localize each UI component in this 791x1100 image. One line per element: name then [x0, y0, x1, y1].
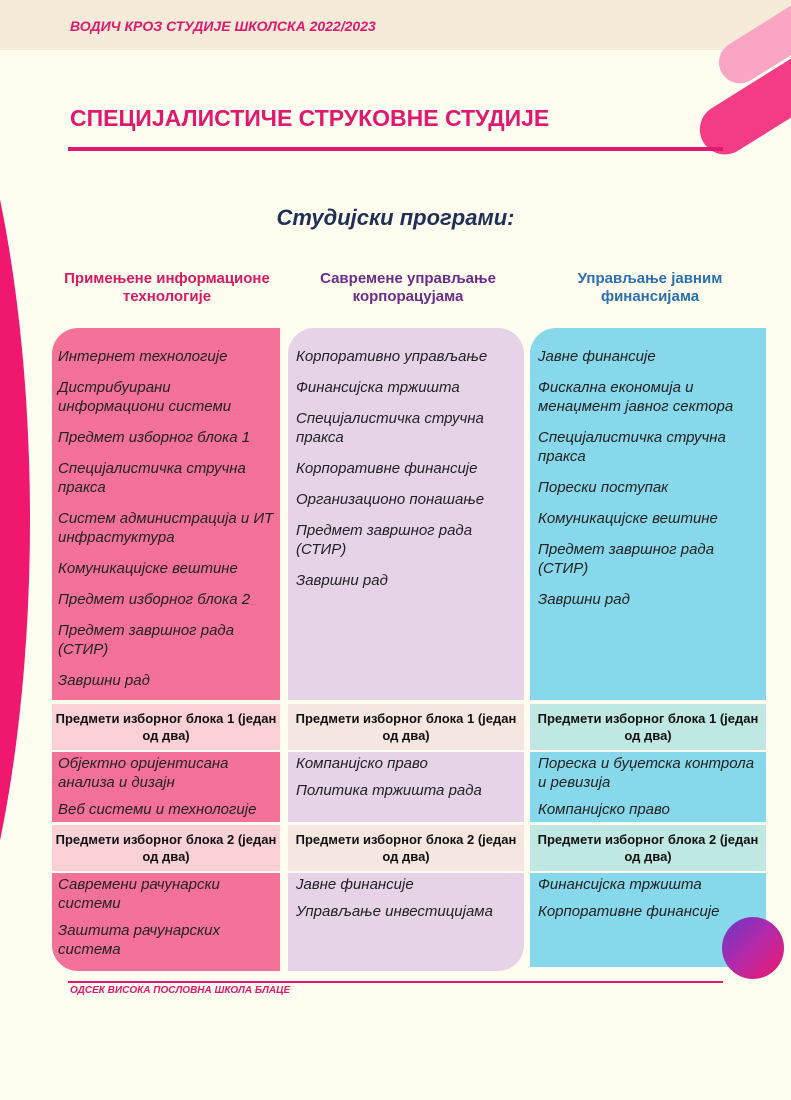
elective-course: Компанијско право: [296, 755, 428, 772]
program-title-ait: Примењене информационе технологије: [64, 270, 270, 305]
elective-course: Веб системи и технологије: [58, 801, 257, 818]
course-item: Комуникацијске вештине: [58, 560, 238, 577]
elective-block-2-list: [288, 873, 524, 971]
course-item: Завршни рад: [58, 672, 150, 689]
elective-course: Управљање инвестицијама: [296, 903, 493, 920]
elective-course: Политика тржишта рада: [296, 782, 482, 799]
elective-course: Корпоративне финансије: [538, 903, 720, 920]
course-item: Специјалистичка стручна пракса: [296, 410, 484, 446]
header-title: ВОДИЧ КРОЗ СТУДИЈЕ ШКОЛСКА 2022/2023: [70, 18, 376, 34]
course-item: Специјалистичка стручна пракса: [58, 460, 246, 496]
course-item: Комуникацијске вештине: [538, 510, 718, 527]
elective-block-1-heading: Предмети изборног блока 1 (један од два): [530, 704, 766, 750]
course-item: Порески поступак: [538, 479, 669, 496]
page-title: СПЕЦИЈАЛИСТИЧЕ СТРУКОВНЕ СТУДИЈЕ: [70, 105, 550, 131]
course-item: Интернет технологије: [58, 348, 228, 365]
elective-block-2-list: [52, 873, 280, 971]
program-card-public-finance: [530, 328, 766, 700]
section-subtitle: Студијски програми:: [276, 205, 515, 230]
course-item: Корпоративне финансије: [296, 460, 478, 477]
elective-course: Пореска и буџетска контрола и ревизија: [538, 755, 755, 791]
elective-course: Савремени рачунарски системи: [58, 876, 220, 912]
program-title-corporate: Савремене управљање корпорацујама: [320, 270, 496, 305]
course-item: Предмет завршног рада (СТИР): [58, 622, 235, 658]
elective-block-2-heading: Предмети изборног блока 2 (један од два): [530, 825, 766, 871]
course-item: Систем администрација и ИТ инфрастуктура: [58, 510, 274, 546]
program-card-ait: [52, 328, 280, 700]
course-item: Предмет завршног рада (СТИР): [296, 522, 473, 558]
footer-text: ОДСЕК ВИСОКА ПОСЛОВНА ШКОЛА БЛАЦЕ: [70, 985, 291, 996]
left-decorative-curve: [0, 0, 30, 1100]
elective-course: Јавне финансије: [296, 876, 414, 893]
course-list: [52, 328, 280, 690]
course-item: Предмет завршног рада (СТИР): [538, 541, 715, 577]
course-item: Фискална економија и менаџмент јавног сектора: [538, 379, 734, 415]
course-item: Предмет изборног блока 2: [58, 591, 251, 608]
elective-block-2-heading: Предмети изборног блока 2 (један од два): [52, 825, 280, 871]
course-list: [530, 328, 766, 609]
elective-block-1-list: [52, 752, 280, 822]
elective-course: Објектно оријентисана анализа и дизајн: [58, 755, 229, 791]
course-item: Предмет изборног блока 1: [58, 429, 251, 446]
footer-divider: [68, 981, 723, 983]
course-item: Завршни рад: [538, 591, 630, 608]
elective-block-2-heading: Предмети изборног блока 2 (један од два): [288, 825, 524, 871]
title-divider: [68, 147, 723, 151]
elective-block-1-list: [530, 752, 766, 822]
course-item: Завршни рад: [296, 572, 388, 589]
elective-course: Финансијска тржишта: [538, 876, 702, 893]
elective-block-1-heading: Предмети изборног блока 1 (један од два): [52, 704, 280, 750]
decorative-circle: [722, 917, 784, 979]
elective-course: Компанијско право: [538, 801, 670, 818]
course-item: Корпоративно управљање: [296, 348, 488, 365]
program-title-public-finance: Управљање јавним финансијама: [577, 270, 723, 305]
course-list: [288, 328, 524, 590]
course-item: Јавне финансије: [538, 348, 656, 365]
course-item: Специјалистичка стручна пракса: [538, 429, 726, 465]
elective-block-1-heading: Предмети изборног блока 1 (један од два): [288, 704, 524, 750]
program-card-corporate: [288, 328, 524, 700]
course-item: Финансијска тржишта: [296, 379, 460, 396]
course-item: Дистрибуирани информациони системи: [58, 379, 232, 415]
course-item: Организационо понашање: [296, 491, 485, 508]
elective-course: Заштита рачунарских система: [58, 922, 220, 958]
elective-block-1-list: [288, 752, 524, 822]
